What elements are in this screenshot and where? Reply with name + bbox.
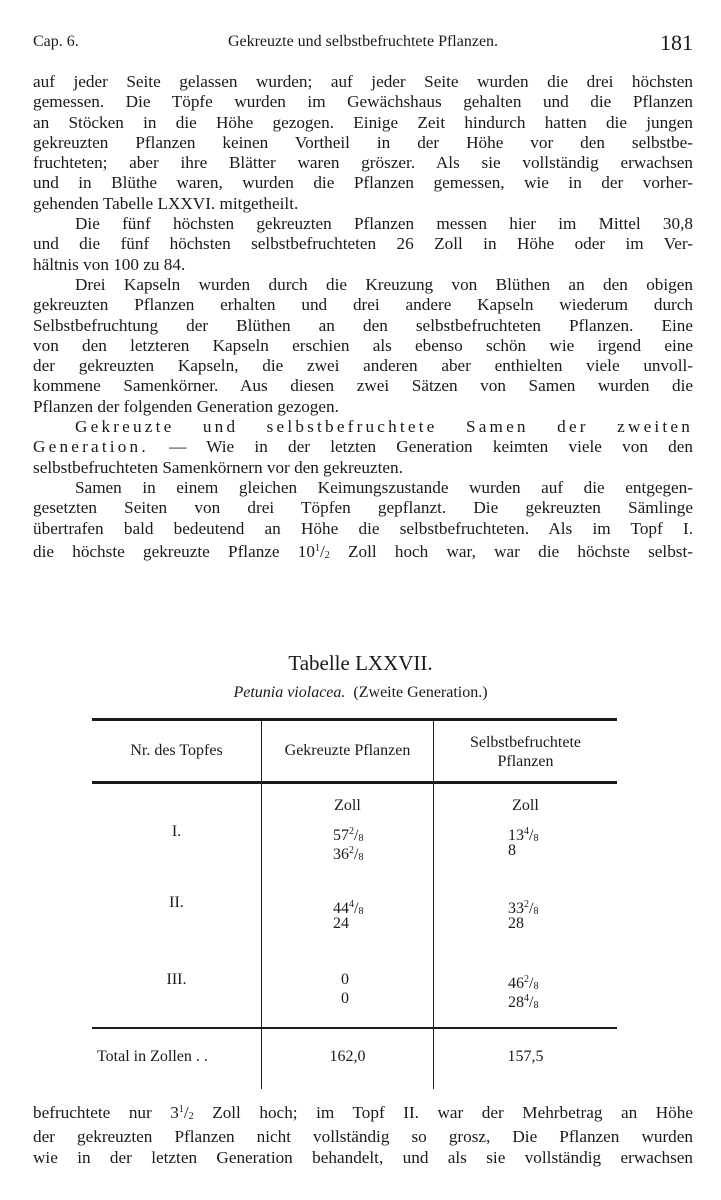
table-cell-value xyxy=(508,841,516,860)
value-whole: 24 xyxy=(333,915,349,932)
table-column-divider xyxy=(261,721,262,1089)
table-cell-value xyxy=(508,989,538,1015)
text-line xyxy=(33,437,693,457)
paragraph-1 xyxy=(33,72,693,214)
text-line xyxy=(33,539,693,566)
table-total-rule xyxy=(92,1027,617,1029)
value-whole: 46 xyxy=(508,975,524,992)
page-number: 181 xyxy=(660,30,693,55)
fraction-numerator: 1 xyxy=(178,1104,184,1115)
value-whole: 44 xyxy=(333,900,349,917)
fraction-denominator: 2 xyxy=(324,549,330,561)
fraction-denominator: 8 xyxy=(533,1000,539,1011)
paragraph-2 xyxy=(33,214,693,275)
value-whole: 28 xyxy=(508,994,524,1011)
table-top-rule xyxy=(92,718,617,721)
text-line: gesetzten Seiten von drei Töpfen gepflanzt. Die gekreuzten Sämlinge xyxy=(33,498,693,518)
text-span: die höchste gekreuzte Pflanze 10 xyxy=(33,541,315,561)
value-whole: 36 xyxy=(333,846,349,863)
table-cell-value xyxy=(333,841,363,867)
table-cell-value xyxy=(333,914,349,933)
table-title: Tabelle LXXVII. xyxy=(288,651,433,675)
value-whole: 33 xyxy=(508,900,524,917)
body-text-top xyxy=(33,72,693,566)
text-line: Selbstbefruchtung der Blüthen an den selbstbefruchteten Pflanzen. Eine xyxy=(33,315,693,335)
unit-label-crossed: Zoll xyxy=(334,797,361,814)
fraction-numerator: 1 xyxy=(314,542,320,554)
table-row-pot-label: III. xyxy=(166,971,187,988)
text-line: der gekreuzten Kapseln, die zwei anderen aber enthielten viele unvoll- xyxy=(33,356,693,376)
text-line: gekreuzten Pflanzen erhalten und drei andere Kapseln wiederum durch xyxy=(33,295,693,315)
text-span: Zoll hoch war, war die höchste selbst- xyxy=(329,541,693,561)
text-span: Zoll hoch; im Topf II. war der Mehrbetrag an Höhe xyxy=(193,1103,693,1122)
paragraph-5 xyxy=(33,478,693,566)
table-cell-value xyxy=(341,989,349,1008)
fraction-slash: / xyxy=(319,541,325,561)
generation-label: (Zweite Generation.) xyxy=(353,684,488,701)
fraction-slash: / xyxy=(529,975,534,992)
table-cell-value xyxy=(341,970,349,989)
paragraph-4 xyxy=(33,417,693,478)
column-header-self-line2: Pflanzen xyxy=(497,753,554,770)
body-text-bottom xyxy=(33,1100,693,1168)
text-line: Die fünf höchsten gekreuzten Pflanzen messen hier im Mittel 30,8 xyxy=(75,214,693,234)
species-name: Petunia violacea. xyxy=(233,684,346,701)
fraction-denominator: 8 xyxy=(358,852,364,863)
fraction-slash: / xyxy=(354,900,359,917)
text-line: gehenden Tabelle LXXVI. mitgetheilt. xyxy=(33,193,299,213)
text-line: wie in der letzten Generation behandelt, und als sie vollständig erwachsen xyxy=(33,1147,693,1167)
fraction-slash: / xyxy=(529,827,534,844)
table-cell-value xyxy=(508,914,524,933)
value-whole: 8 xyxy=(508,842,516,859)
total-self: 157,5 xyxy=(507,1048,544,1065)
unit-label-self: Zoll xyxy=(512,797,539,814)
fraction-denominator: 8 xyxy=(358,833,364,844)
text-line: an Stöcken in die Höhe gezogen. Einige Zeit hindurch hatten die jungen xyxy=(33,112,693,132)
total-label: Total in Zollen . . xyxy=(97,1048,208,1065)
fraction-slash: / xyxy=(529,900,534,917)
fraction-numerator: 2 xyxy=(524,974,529,985)
value-whole: 57 xyxy=(333,827,349,844)
value-fraction xyxy=(349,900,363,917)
text-line: gemessen. Die Töpfe wurden im Gewächshaus gehalten und die Pflanzen xyxy=(33,92,693,112)
column-header-self-line1: Selbstbefruchtete xyxy=(469,734,582,751)
value-whole: 0 xyxy=(341,971,349,988)
section-heading-end: Generation. xyxy=(33,437,149,457)
value-whole: 28 xyxy=(508,915,524,932)
running-header xyxy=(33,30,693,54)
text-line: fruchteten; aber ihre Blätter waren gröszer. Als sie vollständig erwachsen xyxy=(33,153,693,173)
value-fraction xyxy=(349,846,363,863)
fraction-numerator: 4 xyxy=(524,993,529,1004)
table-header-rule xyxy=(92,781,617,784)
fraction-denominator: 8 xyxy=(533,833,539,844)
value-fraction xyxy=(524,994,538,1011)
fraction xyxy=(315,542,330,561)
fraction-numerator: 4 xyxy=(524,826,529,837)
chapter-label: Cap. 6. xyxy=(33,33,79,50)
paragraph-3 xyxy=(33,275,693,417)
fraction-denominator: 2 xyxy=(188,1111,194,1122)
text-span: — Wie in der letzten Generation keimten viele von den xyxy=(148,437,693,457)
fraction-denominator: 8 xyxy=(533,981,539,992)
text-line: gekreuzten Pflanzen keinen Vortheil in der Höhe vor den selbstbe- xyxy=(33,132,693,152)
text-line: Pflanzen der folgenden Generation gezogen. xyxy=(33,396,339,416)
table-row-pot-label: II. xyxy=(169,894,184,911)
fraction-slash: / xyxy=(354,846,359,863)
fraction-numerator: 2 xyxy=(349,845,354,856)
fraction-numerator: 2 xyxy=(349,826,354,837)
value-fraction xyxy=(524,827,538,844)
value-whole: 13 xyxy=(508,827,524,844)
fraction-numerator: 4 xyxy=(349,899,354,910)
running-title: Gekreuzte und selbstbefruchtete Pflanzen. xyxy=(227,33,499,50)
fraction-numerator: 2 xyxy=(524,899,529,910)
value-whole: 0 xyxy=(341,990,349,1007)
column-header-crossed: Gekreuzte Pflanzen xyxy=(284,742,411,759)
text-line xyxy=(33,1100,693,1127)
text-span: befruchtete nur 3 xyxy=(33,1103,179,1122)
fraction-denominator: 8 xyxy=(533,906,539,917)
fraction-slash: / xyxy=(529,994,534,1011)
table-row-pot-label: I. xyxy=(171,823,182,840)
column-header-pot: Nr. des Topfes xyxy=(130,742,223,759)
table-subtitle xyxy=(0,684,721,702)
fraction-denominator: 8 xyxy=(358,906,364,917)
text-line: auf jeder Seite gelassen wurden; auf jeder Seite wurden die drei höchsten xyxy=(33,72,693,91)
total-crossed: 162,0 xyxy=(329,1048,366,1065)
text-line: Samen in einem gleichen Keimungszustande wurden auf die entgegen- xyxy=(75,477,693,497)
text-line: und die fünf höchsten selbstbefruchteten 26 Zoll in Höhe oder im Ver- xyxy=(33,234,693,254)
fraction xyxy=(179,1103,194,1122)
text-line: der gekreuzten Pflanzen nicht vollständig so grosz, Die Pflanzen wurden xyxy=(33,1127,693,1147)
text-line: übertrafen bald bedeutend an Höhe die selbstbefruchteten. Als im Topf I. xyxy=(33,518,693,538)
text-line: hältnis von 100 zu 84. xyxy=(33,254,186,274)
fraction-slash: / xyxy=(183,1103,189,1122)
text-line: und in Blüthe waren, wurden die Pflanzen gemessen, wie in der vorher- xyxy=(33,173,693,193)
text-line: Drei Kapseln wurden durch die Kreuzung von Blüthen an den obigen xyxy=(75,274,693,294)
text-line: kommene Samenkörner. Aus diesen zwei Sätzen von Samen wurden die xyxy=(33,376,693,396)
section-heading-line: Gekreuzte und selbstbefruchtete Samen der zweiten xyxy=(75,417,693,437)
fraction-slash: / xyxy=(354,827,359,844)
table-column-divider xyxy=(433,721,434,1089)
value-fraction xyxy=(524,900,538,917)
text-line: von den letzteren Kapseln erschien als ebenso schön wie irgend eine xyxy=(33,335,693,355)
text-line: selbstbefruchteten Samenkörnern vor den gekreuzten. xyxy=(33,457,403,477)
